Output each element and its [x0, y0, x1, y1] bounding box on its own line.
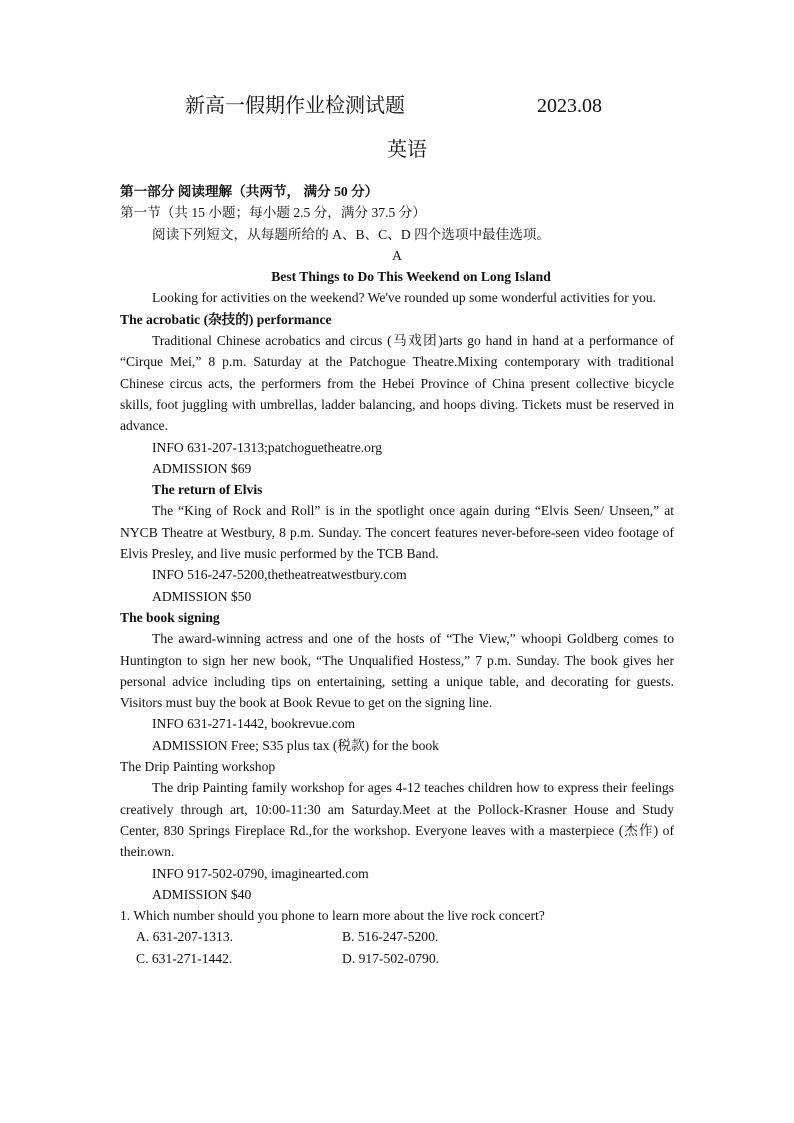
- question-stem: 1. Which number should you phone to learn more about the live rock concert?: [120, 908, 545, 924]
- option-a: A. 631-207-1313.: [136, 929, 234, 945]
- passage-title: Best Things to Do This Weekend on Long Island: [271, 269, 551, 285]
- event-info: INFO 631-207-1313;patchoguetheatre.org: [152, 439, 383, 455]
- event-admission: ADMISSION Free; S35 plus tax (税款) for the book: [152, 737, 439, 753]
- event-admission: ADMISSION $40: [152, 886, 252, 902]
- event-info: INFO 631-271-1442, bookrevue.com: [152, 716, 356, 732]
- event-heading: The return of Elvis: [152, 482, 263, 498]
- option-c: C. 631-271-1442.: [136, 950, 233, 966]
- event-admission: ADMISSION $69: [152, 460, 252, 476]
- event-heading: The Drip Painting workshop: [120, 759, 276, 775]
- event-text: The “King of Rock and Roll” is in the spotlight once again during “Elvis Seen/ Unseen,” at NYCB Theatre at Westbury, 8 p.m. Sunday. The concert features never-before-seen video footage of Elvis Presley, and live music performed by the TCB Band.: [120, 503, 674, 562]
- event-text: Traditional Chinese acrobatics and circus (马戏团)arts go hand in hand at a performance of “Cirque Mei,” 8 p.m. Saturday at the Patchogue Theatre.Mixing contemporary with traditional Chinese circus acts, the performers from the Hebei Province of China present collective bicycle skills, foot juggling with umbrellas, ladder balancing, and hoops diving. Tickets must be reserved in advance.: [120, 333, 674, 434]
- reading-instruction: 阅读下列短文，从每题所给的 A、B、C、D 四个选项中最佳选项。: [152, 226, 551, 242]
- section-subtitle: 第一节（共 15 小题；每小题 2.5 分，满分 37.5 分）: [120, 205, 426, 221]
- exam-title: 新高一假期作业检测试题: [185, 95, 405, 117]
- event-heading: The acrobatic (杂技的) performance: [120, 311, 332, 327]
- option-b: B. 516-247-5200.: [342, 929, 439, 945]
- exam-date: 2023.08: [537, 95, 602, 117]
- option-d: D. 917-502-0790.: [342, 950, 440, 966]
- event-admission: ADMISSION $50: [152, 588, 252, 604]
- passage-intro: Looking for activities on the weekend? We've rounded up some wonderful activities for you.: [152, 290, 656, 306]
- event-heading: The book signing: [120, 609, 220, 625]
- option-row: [120, 948, 674, 969]
- option-row: [120, 926, 674, 947]
- passage-letter: A: [392, 247, 402, 263]
- subject-title: 英语: [387, 139, 427, 161]
- event-text: The drip Painting family workshop for ages 4-12 teaches children how to express their feelings creatively through art, 10:00-11:30 am Saturday.Meet at the Pollock-Krasner House and Study Center, 830 Springs Fireplace Rd.,for the workshop. Everyone leaves with a masterpiece (杰作) of their.own.: [120, 780, 674, 860]
- event-info: INFO 516-247-5200,thetheatreatwestbury.com: [152, 567, 407, 583]
- event-info: INFO 917-502-0790, imaginearted.com: [152, 865, 369, 881]
- exam-body: [120, 181, 674, 969]
- event-text: The award-winning actress and one of the hosts of “The View,” whoopi Goldberg comes to Huntington to sign her new book, “The Unqualified Hostess,” 7 p.m. Sunday. The book gives her personal advice including tips on entertaining, setting a unique table, and decorating for guests. Visitors must buy the book at Book Revue to get on the signing line.: [120, 631, 674, 711]
- part-title: 第一部分 阅读理解（共两节， 满分 50 分）: [120, 184, 379, 199]
